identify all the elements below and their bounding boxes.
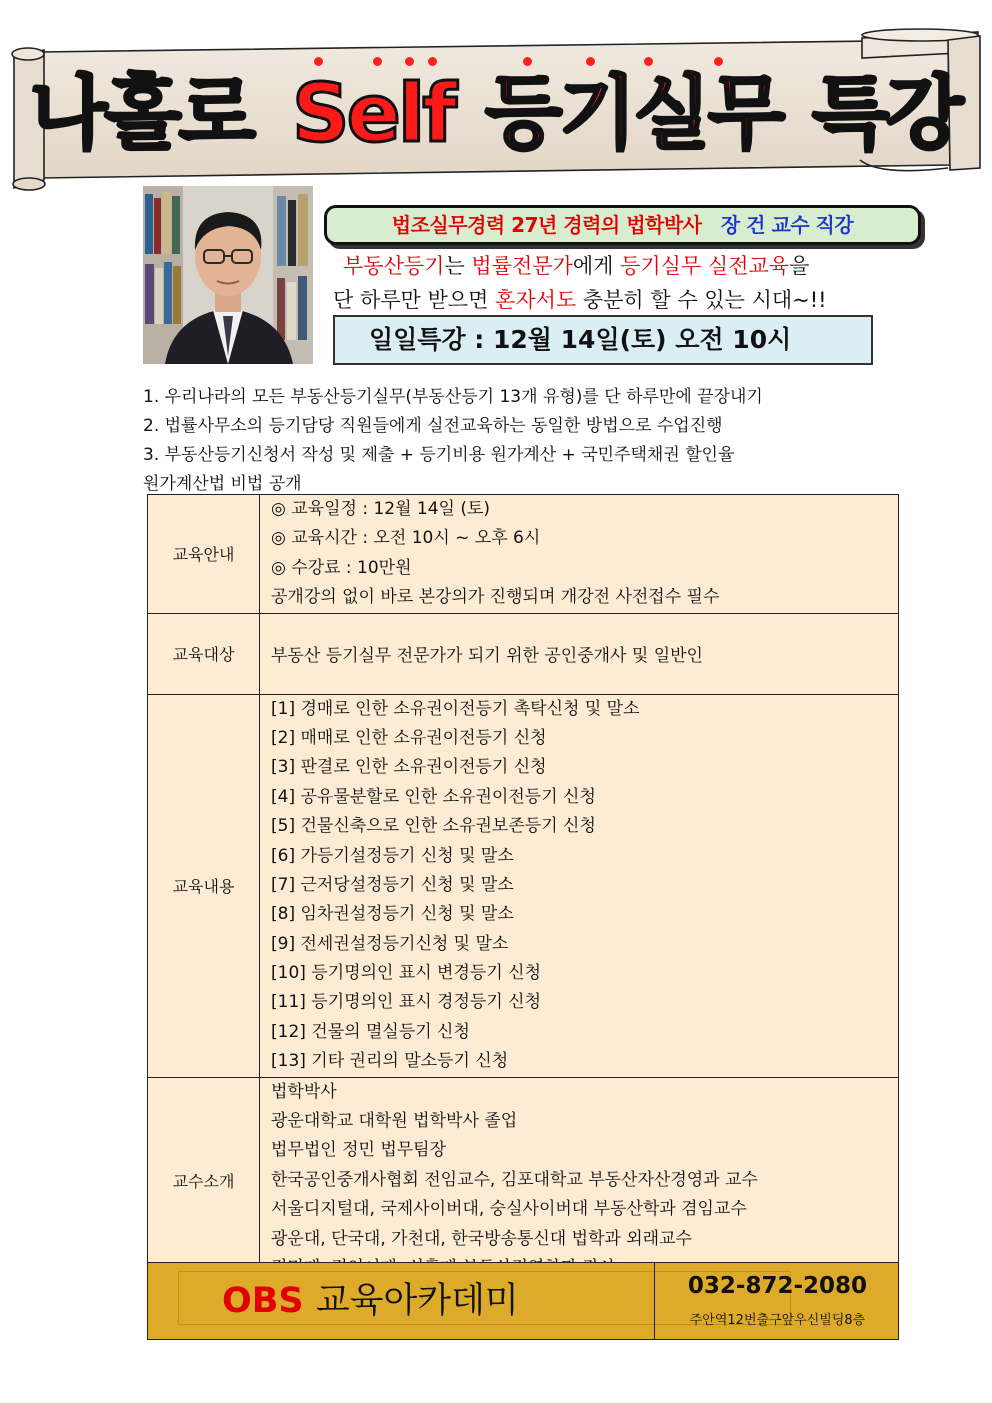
instructor-photo xyxy=(143,186,313,364)
professor-line: 광운대학교 대학원 법학박사 졸업 xyxy=(271,1111,518,1132)
content-item: [4] 공유물분할로 인한 소유권이전등기 신청 xyxy=(271,786,596,807)
guide-line: ◎ 교육시간 : 오전 10시 ~ 오후 6시 xyxy=(271,528,541,549)
title-text-lecture: 특강 xyxy=(812,67,961,160)
content-body xyxy=(260,694,899,1077)
content-item: [9] 전세권설정등기신청 및 말소 xyxy=(271,933,509,954)
address-text: 주안역12번출구앞우신빌딩8층 xyxy=(689,1313,866,1328)
content-item: [1] 경매로 인한 소유권이전등기 촉탁신청 및 말소 xyxy=(271,698,640,719)
title-text-naholo: 나홀로 xyxy=(30,67,253,160)
content-item: [10] 등기명의인 표시 변경등기 신청 xyxy=(271,963,541,984)
tagline-particle: 는 xyxy=(444,254,472,278)
content-item: [3] 판결로 인한 소유권이전등기 신청 xyxy=(271,757,547,778)
academy-label: 교육아카데미 xyxy=(315,1281,519,1321)
obs-brand: OBS xyxy=(222,1281,304,1321)
tagline-registry: 부동산등기 xyxy=(343,254,445,278)
tagline-line-1 xyxy=(343,250,809,280)
instructor-name: 장 건 교수 직강 xyxy=(720,213,854,237)
career-text: 법조실무경력 27년 경력의 법학박사 xyxy=(391,213,702,237)
tagline-particle: 에게 xyxy=(572,254,621,278)
career-headline-box xyxy=(324,205,921,245)
point-item: 1. 우리나라의 모든 부동산등기실무(부동산등기 13개 유형)를 단 하루만에 끝장내기 xyxy=(143,387,763,407)
content-item: [7] 근저당설정등기 신청 및 말소 xyxy=(271,874,514,895)
content-item: [13] 기타 권리의 말소등기 신청 xyxy=(271,1051,509,1072)
point-item: 2. 법률사무소의 등기담당 직원들에게 실전교육하는 동일한 방법으로 수업진행 xyxy=(143,416,723,436)
professor-line: 서울디지털대, 국제사이버대, 숭실사이버대 부동산학과 겸임교수 xyxy=(271,1199,747,1220)
content-label: 교육내용 xyxy=(148,694,260,1077)
tagline-expert: 법률전문가 xyxy=(471,254,573,278)
professor-line: 광운대, 단국대, 가천대, 한국방송통신대 법학과 외래교수 xyxy=(271,1228,692,1249)
point-item: 3. 부동산등기신청서 작성 및 제출 + 등기비용 원가계산 + 국민주택채권 할인율 xyxy=(143,445,735,465)
academy-name xyxy=(222,1273,519,1329)
content-item: [8] 임차권설정등기 신청 및 말소 xyxy=(271,904,514,925)
target-body: 부동산 등기실무 전문가가 되기 위한 공인중개사 및 일반인 xyxy=(260,613,899,694)
point-item: 원가계산법 비법 공개 xyxy=(143,474,302,494)
tagline-alone: 혼자서도 xyxy=(495,288,577,312)
professor-label: 교수소개 xyxy=(148,1077,260,1284)
title-banner xyxy=(0,0,992,195)
title-text-self: Self xyxy=(292,67,455,160)
title-text-registry: 등기실무 xyxy=(485,67,783,160)
target-label: 교육대상 xyxy=(148,613,260,694)
content-item: [12] 건물의 멸실등기 신청 xyxy=(271,1021,470,1042)
guide-line: ◎ 수강료 : 10만원 xyxy=(271,557,412,578)
course-info-table xyxy=(147,494,899,1284)
guide-label: 교육안내 xyxy=(148,495,260,614)
tagline-text: 단 하루만 받으면 xyxy=(333,288,496,312)
content-item: [2] 매매로 인한 소유권이전등기 신청 xyxy=(271,727,547,748)
phone-number: 032-872-2080 xyxy=(687,1273,868,1299)
table-row-guide xyxy=(148,495,899,614)
content-item: [6] 가등기설정등기 신청 및 말소 xyxy=(271,845,514,866)
professor-line: 한국공인중개사협회 전임교수, 김포대학교 부동산자산경영과 교수 xyxy=(271,1169,758,1190)
content-item: [5] 건물신축으로 인한 소유권보존등기 신청 xyxy=(271,816,596,837)
table-row-target xyxy=(148,613,899,694)
tagline-line-2 xyxy=(333,284,827,314)
guide-line: 공개강의 없이 바로 본강의가 진행되며 개강전 사전접수 필수 xyxy=(271,587,720,608)
guide-line: ◎ 교육일정 : 12월 14일 (토) xyxy=(271,499,491,519)
tagline-particle: 을 xyxy=(789,254,810,278)
professor-line: 법무법인 정민 법무팀장 xyxy=(271,1140,447,1161)
table-row-professor xyxy=(148,1077,899,1284)
tagline-practical: 등기실무 실전교육 xyxy=(620,254,790,278)
footer-contact-bar xyxy=(147,1262,899,1340)
professor-line: 법학박사 xyxy=(271,1081,337,1102)
table-row-content xyxy=(148,694,899,1077)
professor-body xyxy=(260,1077,899,1284)
tagline-text: 충분히 할 수 있는 시대~!! xyxy=(576,288,827,312)
special-lecture-box: 일일특강 : 12월 14일(토) 오전 10시 xyxy=(333,315,873,365)
guide-body xyxy=(260,495,899,614)
content-item: [11] 등기명의인 표시 경정등기 신청 xyxy=(271,992,541,1013)
